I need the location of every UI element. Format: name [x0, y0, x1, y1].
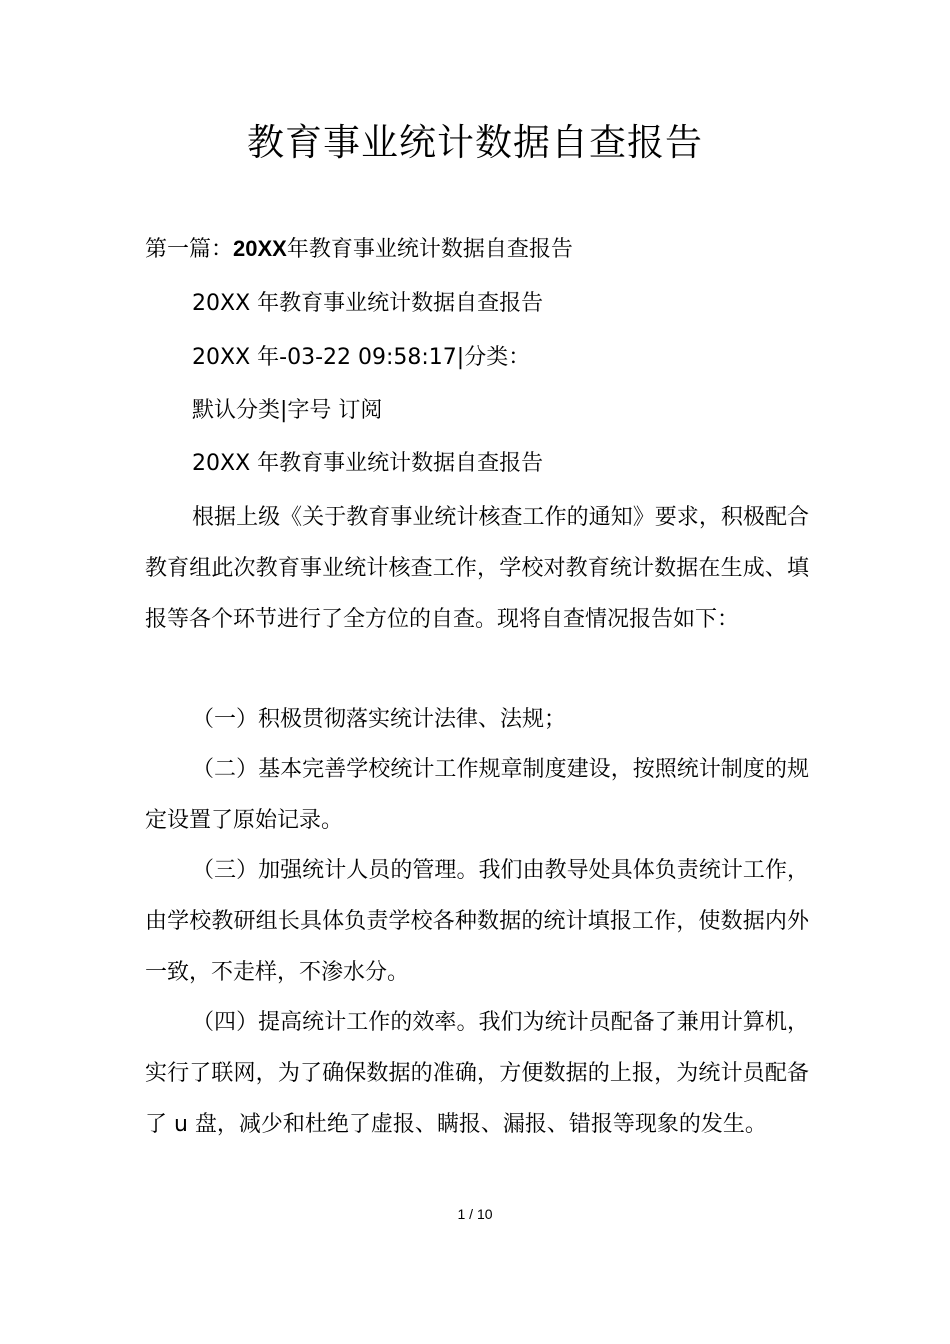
meta-date: 20XX 年-03-22 09:58:17|分类： [192, 345, 531, 370]
document-title: 教育事业统计数据自查报告 [247, 121, 703, 164]
section-heading-prefix: 第一篇： [145, 237, 234, 262]
paragraph-item-3: （三）加强统计人员的管理。我们由教导处具体负责统计工作，由学校教研组长具体负责学校各种数据的统计填报工作，使数据内外一致，不走样，不渗水分。 [145, 858, 809, 985]
paragraph-item-1: （一）积极贯彻落实统计法律、法规； [192, 707, 567, 732]
section-heading [145, 223, 809, 275]
page-number: 1 / 10 [457, 1206, 493, 1222]
paragraph-intro: 根据上级《关于教育事业统计核查工作的通知》要求，积极配合教育组此次教育事业统计核查工作，学校对教育统计数据在生成、填报等各个环节进行了全方位的自查。现将自查情况报告如下： [145, 505, 809, 632]
meta-category: 默认分类|字号 订阅 [192, 398, 383, 423]
paragraph-item-4: （四）提高统计工作的效率。我们为统计员配备了兼用计算机，实行了联网，为了确保数据的准确，方便数据的上报，为统计员配备了 u 盘，减少和杜绝了虚报、瞒报、漏报、错报等现象的发生。 [145, 1010, 809, 1137]
sub-title: 20XX 年教育事业统计数据自查报告 [192, 451, 544, 476]
meta-title: 20XX 年教育事业统计数据自查报告 [192, 291, 544, 316]
section-heading-year: 20XX [233, 236, 287, 261]
paragraph-item-2: （二）基本完善学校统计工作规章制度建设，按照统计制度的规定设置了原始记录。 [145, 757, 809, 833]
section-heading-rest: 年教育事业统计数据自查报告 [286, 237, 573, 262]
